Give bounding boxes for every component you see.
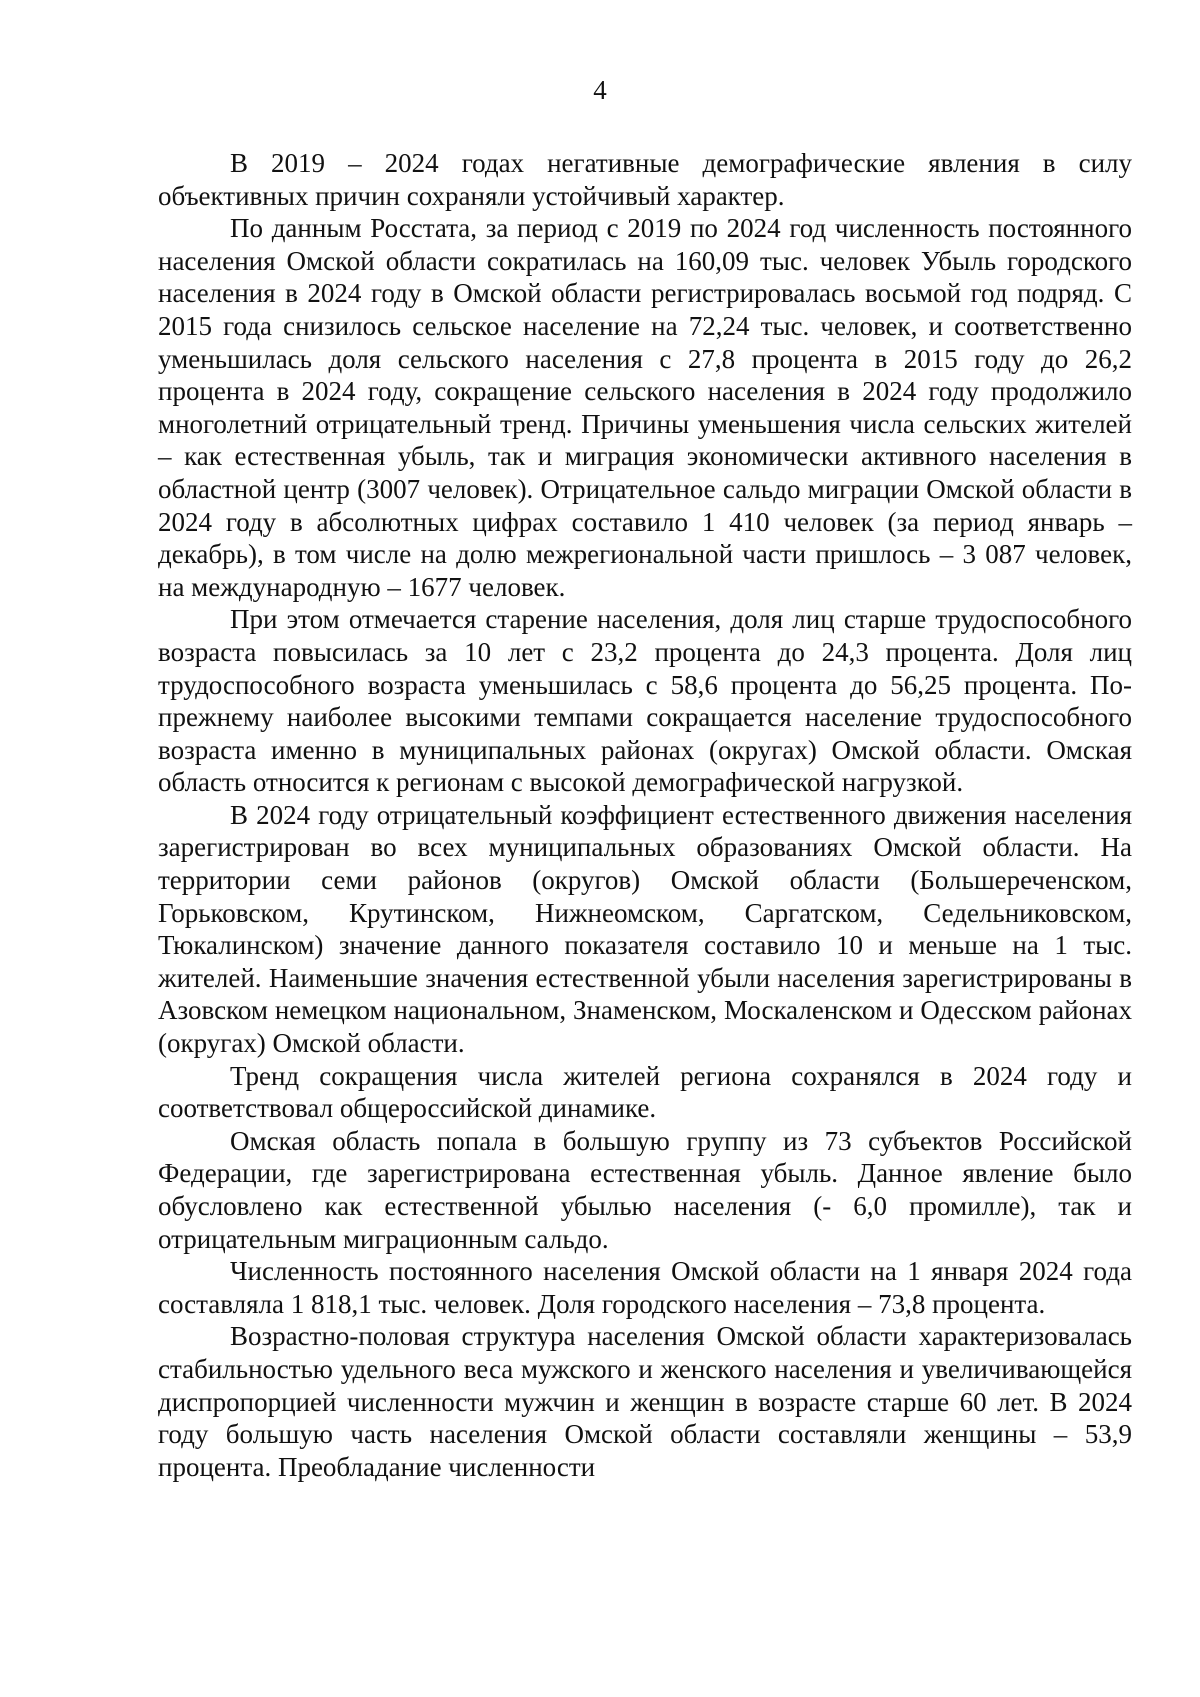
paragraph-1: В 2019 – 2024 годах негативные демографические явления в силу объективных причин сохраняли устойчивый характер.	[158, 148, 1132, 211]
paragraph-3: При этом отмечается старение населения, доля лиц старше трудоспособного возраста повысилась за 10 лет с 23,2 процента до 24,3 процента. Доля лиц трудоспособного возраста уменьшилась с 58,6 процента до 56,25 процента. По-прежнему наиболее высокими темпами сокращается население трудоспособного возраста именно в муниципальных районах (округах) Омской области. Омская область относится к регионам с высокой демографической нагрузкой.	[158, 604, 1132, 798]
paragraph-7: Численность постоянного населения Омской области на 1 января 2024 года составляла 1 818,1 тыс. человек. Доля городского населения – 73,8 процента.	[158, 1256, 1132, 1319]
paragraph-5: Тренд сокращения числа жителей региона сохранялся в 2024 году и соответствовал общероссийской динамике.	[158, 1060, 1132, 1124]
paragraph-2: По данным Росстата, за период с 2019 по 2024 год численность постоянного населения Омской области сократилась на 160,09 тыс. человек Убыль городского населения в 2024 году в Омской области регистрировалась восьмой год подряд. С 2015 года снизилось сельское население на 72,24 тыс. человек, и соответственно уменьшилась доля сельского населения с 27,8 процента в 2015 году до 26,2 процента в 2024 году, сокращение сельского населения в 2024 году продолжило многолетний отрицательный тренд. Причины уменьшения числа сельских жителей – как естественная убыль, так и миграция экономически активного населения в областной центр (3007 человек). Отрицательное сальдо миграции Омской области в 2024 году в абсолютных цифрах составило 1 410 человек (за период январь – декабрь), в том числе на долю межрегиональной части пришлось – 3 087 человек, на международную – 1677 человек.	[158, 213, 1132, 602]
page-number: 4	[593, 75, 607, 105]
paragraph-8: Возрастно-половая структура населения Омской области характеризовалась стабильностью удельного веса мужского и женского населения и увеличивающейся диспропорцией численности мужчин и женщин в возрасте старше 60 лет. В 2024 году большую часть населения Омской области составляли женщины – 53,9 процента. Преобладание численности	[158, 1321, 1132, 1482]
paragraph-6: Омская область попала в большую группу из 73 субъектов Российской Федерации, где зарегистрирована естественная убыль. Данное явление было обусловлено как естественной убылью населения (- 6,0 промилле), так и отрицательным миграционным сальдо.	[158, 1125, 1132, 1254]
paragraph-4: В 2024 году отрицательный коэффициент естественного движения населения зарегистрирован во всех муниципальных образованиях Омской области. На территории семи районов (округов) Омской области (Большереченском, Горьковском, Крутинском, Нижнеомском, Саргатском, Седельниковском, Тюкалинском) значение данного показателя составило 10 и меньше на 1 тыс. жителей. Наименьшие значения естественной убыли населения зарегистрированы в Азовском немецком национальном, Знаменском, Москаленском и Одесском районах (округах) Омской области.	[158, 799, 1132, 1059]
document-body	[158, 147, 1132, 1483]
